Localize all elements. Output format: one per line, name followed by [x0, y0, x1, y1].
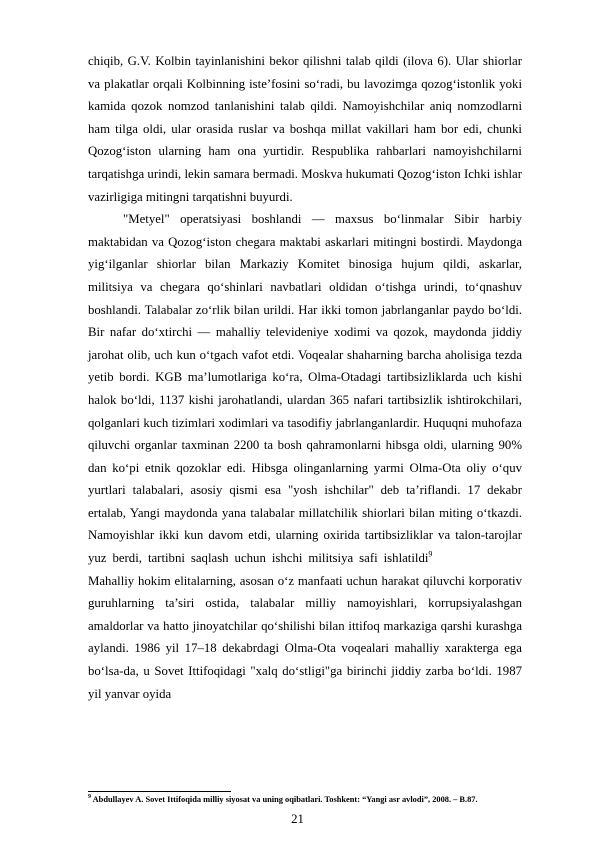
- page-number: 21: [291, 812, 304, 826]
- footnote-text: Abdullayev A. Sovet Ittifoqida milliy siyosat va uning oqibatlari. Toshkent: “Yangi asr avlodi”, 2008. – B.87.: [91, 795, 478, 804]
- footnote-number: 9: [88, 794, 91, 801]
- paragraph-continuation: chiqib, G.V. Kolbin tayinlanishini bekor qilishni talab qildi (ilova 6). Ular shiorlar va plakatlar orqali Kolbinning iste’fosini so‘radi, bu lavozimga qozog‘istonlik yoki kamida qozok nomzod tanlanishini talab qildi. Namoyishchilar aniq nomzodlarni ham tilga oldi, ular orasida ruslar va boshqa millat vakillari ham bor edi, chunki Qozog‘iston ularning ham ona yurtidir. Respublika rahbarlari namoyishchilarni tarqatishga urindi, lekin samara bermadi. Moskva hukumati Qozog‘iston Ichki ishlar vazirligiga mitingni tarqatishni buyurdi.: [88, 54, 522, 204]
- paragraph-metyel-operation: "Metyel" operatsiyasi boshlandi — maxsus bo‘linmalar Sibir harbiy maktabidan va Qozog‘iston chegara maktabi askarlari mitingni bostirdi. Maydonga yig‘ilganlar shiorlar bilan Markaziy Komitet binosiga hujum qildi, askarlar, militsiya va chegara qo‘shinlari navbatlari oldidan o‘tishga urindi, to‘qnashuv boshlandi. Talabalar zo‘rlik bilan urildi. Har ikki tomon jabrlanganlar paydo bo‘ldi. Bir nafar do‘xtirchi — mahalliy televideniye xodimi va qozok, maydonda jiddiy jarohat olib, uch kun o‘tgach vafot etdi. Voqealar shaharning barcha aholisiga tezda yetib bordi. KGB ma’lumotlariga ko‘ra, Olma-Otadagi tartibsizliklarda uch kishi halok bo‘ldi, 1137 kishi jarohatlandi, ulardan 365 nafari tartibsizlik ishtirokchilari, qolganlari kuch tizimlari xodimlari va tasodifiy jabrlanganlardir. Huquqni muhofaza qiluvchi organlar taxminan 2200 ta bosh qahramonlarni hibsga oldi, ularning 90% dan ko‘pi etnik qozoklar edi. Hibsga olinganlarning yarmi Olma-Ota oliy o‘quv yurtlari talabalari, asosiy qismi esa "yosh ishchilar" deb ta’riflandi. 17 dekabr ertalab, Yangi maydonda yana talabalar millatchilik shiorlari bilan miting o‘tkazdi. Namoyishlar ikki kun davom etdi, ularning oxirida tartibsizliklar va talon-tarojlar yuz berdi, tartibni saqlash uchun ishchi militsiya safi ishlatildi$^9$ Mahalliy hokim elitalarning, asosan o‘z manfaati uchun harakat qiluvchi korporativ guruhlarning ta’siri ostida, talabalar milliy namoyishlari, korrupsiyalashgan amaldorlar va hatto jinoyatchilar qo‘shilishi bilan ittifoq markaziga qarshi kurashga aylandi. 1986 yil 17–18 dekabrdagi Olma-Ota voqealari mahalliy xarakterga ega bo‘lsa-da, u Sovet Ittifoqidagi "xalq do‘stligi"ga birinchi jiddiy zarba bo‘ldi. 1987 yil yanvar oyida: [88, 212, 522, 701]
- footnote-reference[interactable]: 9: [428, 549, 433, 559]
- paragraph-gap: [432, 551, 522, 565]
- footnote: [88, 794, 528, 805]
- footnote-separator: [88, 791, 231, 792]
- main-text: [88, 50, 522, 705]
- paragraph-local-elites: Mahalliy hokim elitalarning, asosan o‘z manfaati uchun harakat qiluvchi korporativ guruhlarning ta’siri ostida, talabalar milliy namoyishlari, korrupsiyalashgan amaldorlar va hatto jinoyatchilar qo‘shilishi bilan ittifoq markaziga qarshi kurashga aylandi. 1986 yil 17–18 dekabrdagi Olma-Ota voqealari mahalliy xarakterga ega bo‘lsa-da, u Sovet Ittifoqidagi "xalq do‘stligi"ga birinchi jiddiy zarba bo‘ldi. 1987 yil yanvar oyida: [88, 573, 522, 701]
